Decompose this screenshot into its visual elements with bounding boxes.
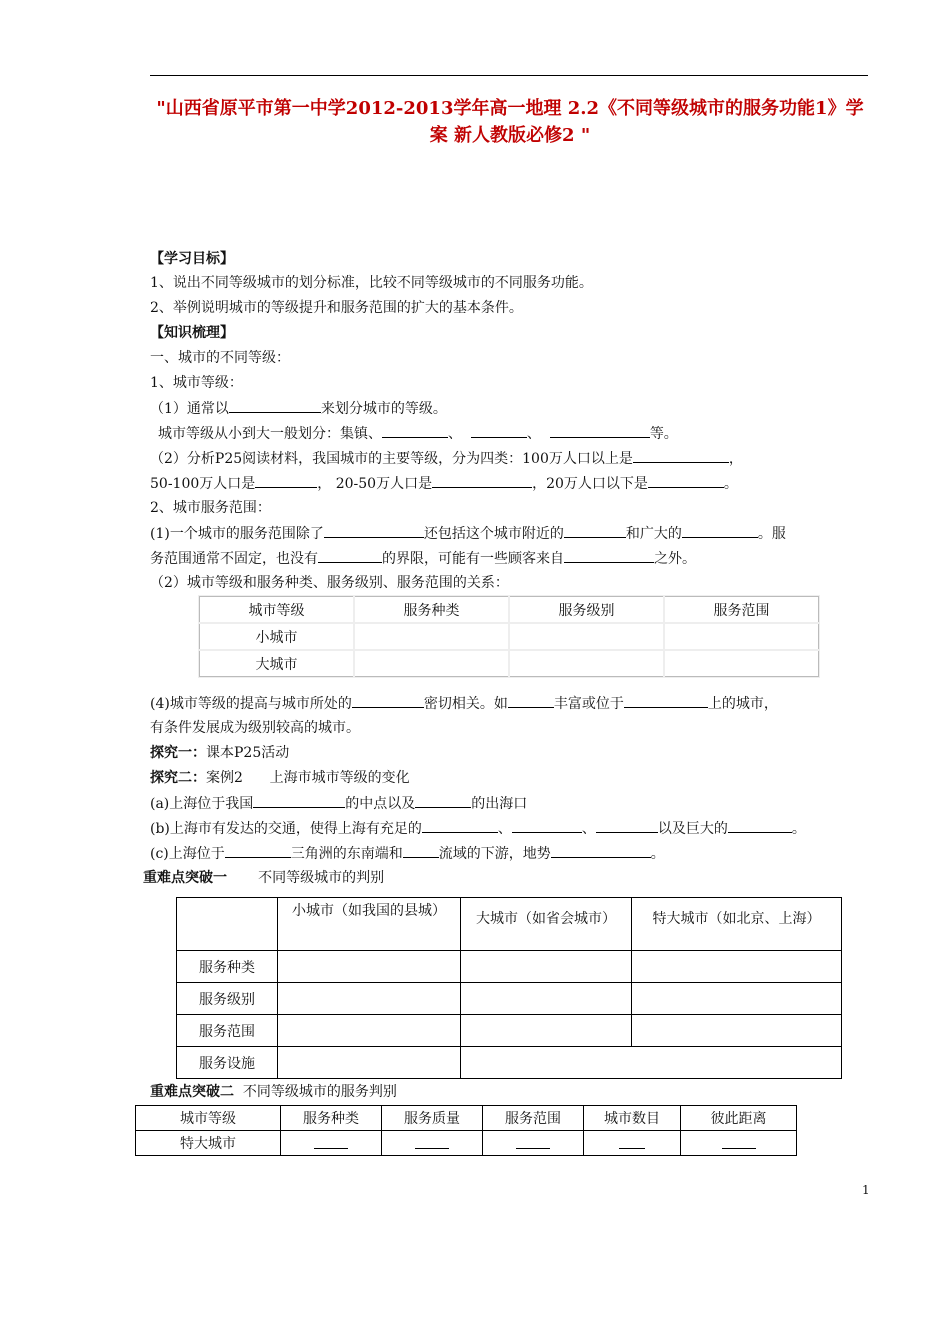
table-header: 小城市（如我国的县城） [278, 898, 461, 951]
table-header: 特大城市（如北京、上海） [632, 898, 842, 951]
fill-line: 城市等级从小到大一般划分：集镇、 、 、 等。 [158, 423, 678, 444]
blank-field[interactable] [648, 473, 724, 488]
table-cell[interactable] [461, 951, 632, 983]
table-cell[interactable] [354, 650, 509, 677]
table-header: 城市等级 [199, 596, 354, 623]
table-header: 服务质量 [382, 1106, 483, 1131]
table-cell[interactable] [632, 1015, 842, 1047]
row-label: 小城市 [199, 623, 354, 650]
table-header: 服务级别 [509, 596, 664, 623]
section-2: 2、城市服务范围： [150, 500, 271, 516]
row-label: 大城市 [199, 650, 354, 677]
table-cell[interactable] [382, 1131, 483, 1156]
table-cell[interactable] [584, 1131, 681, 1156]
blank-field[interactable] [229, 398, 321, 413]
fill-line: (a)上海位于我国 的中点以及 的出海口 [150, 793, 527, 814]
document-title: "山西省原平市第一中学2012-2013学年高一地理 2.2《不同等级城市的服务功能1》学案 新人教版必修2 " [156, 98, 864, 146]
blank-field[interactable] [255, 473, 317, 488]
blank-field[interactable] [318, 548, 382, 563]
table-header: 大城市（如省会城市） [461, 898, 632, 951]
table-header: 彼此距离 [681, 1106, 797, 1131]
blank-field[interactable] [564, 548, 654, 563]
fill-line: (1)一个城市的服务范围除了 还包括这个城市附近的 和广大的 。服 [150, 523, 786, 544]
explore-2: 探究二：案例2 上海市城市等级的变化 [150, 770, 410, 786]
blank-field[interactable] [432, 473, 532, 488]
table-header: 服务种类 [354, 596, 509, 623]
blank-field[interactable] [624, 693, 708, 708]
table-cell[interactable] [278, 983, 461, 1015]
blank-field[interactable] [225, 843, 291, 858]
relation-table [198, 595, 820, 678]
table-row [177, 1047, 842, 1079]
table-row [177, 951, 842, 983]
table-row [199, 623, 819, 650]
row-label: 服务级别 [177, 983, 278, 1015]
table-cell[interactable] [664, 623, 819, 650]
text-line: 有条件发展成为级别较高的城市。 [150, 720, 360, 736]
fill-line: (4)城市等级的提高与城市所处的 密切相关。如 丰富或位于 上的城市， [150, 693, 778, 714]
relation-intro: （2）城市等级和服务种类、服务级别、服务范围的关系： [150, 575, 509, 591]
page-number: 1 [862, 1183, 870, 1197]
fill-line: （1）通常以 来划分城市的等级。 [150, 398, 447, 419]
section-1: 一、城市的不同等级： [150, 350, 290, 366]
blank-field[interactable] [471, 423, 527, 438]
table-cell[interactable] [509, 623, 664, 650]
city-level-table [176, 897, 842, 1079]
table-cell[interactable] [354, 623, 509, 650]
table-header: 服务种类 [281, 1106, 382, 1131]
table-row [177, 1015, 842, 1047]
table-cell[interactable] [461, 1047, 842, 1079]
blank-field[interactable] [382, 423, 448, 438]
table-header: 城市数目 [584, 1106, 681, 1131]
breakthrough-2-heading: 重难点突破二 不同等级城市的服务判别 [150, 1084, 397, 1100]
table-row [177, 898, 842, 951]
top-rule [150, 75, 868, 76]
blank-field[interactable] [253, 793, 345, 808]
blank-field[interactable] [728, 818, 792, 833]
blank-field[interactable] [422, 818, 498, 833]
blank-field[interactable] [564, 523, 626, 538]
blank-field[interactable] [596, 818, 658, 833]
row-label: 特大城市 [136, 1131, 281, 1156]
fill-line: 50-100万人口是 ， 20-50万人口是 ，20万人口以下是 。 [150, 473, 738, 494]
fill-line: (c)上海位于 三角洲的东南端和 流域的下游，地势 。 [150, 843, 665, 864]
table-cell[interactable] [278, 1047, 461, 1079]
table-cell[interactable] [278, 1015, 461, 1047]
blank-field[interactable] [682, 523, 758, 538]
table-row [136, 1131, 797, 1156]
table-row [199, 650, 819, 677]
table-row [177, 983, 842, 1015]
service-table [135, 1105, 797, 1156]
fill-line: (b)上海市有发达的交通，使得上海有充足的 、 、 以及巨大的 。 [150, 818, 806, 839]
table-cell[interactable] [509, 650, 664, 677]
blank-field[interactable] [508, 693, 554, 708]
fill-line: （2）分析P25阅读材料，我国城市的主要等级，分为四类：100万人口以上是 ， [150, 448, 743, 469]
fill-line: 务范围通常不固定，也没有 的界限，可能有一些顾客来自 之外。 [150, 548, 696, 569]
table-cell[interactable] [681, 1131, 797, 1156]
goals-heading: 【学习目标】 [150, 251, 234, 267]
row-label: 服务种类 [177, 951, 278, 983]
blank-field[interactable] [352, 693, 424, 708]
goal-item: 1、说出不同等级城市的划分标准，比较不同等级城市的不同服务功能。 [150, 275, 593, 291]
knowledge-heading: 【知识梳理】 [150, 325, 234, 341]
blank-field[interactable] [550, 423, 650, 438]
blank-field[interactable] [324, 523, 424, 538]
table-cell[interactable] [461, 983, 632, 1015]
blank-field[interactable] [403, 843, 439, 858]
blank-field[interactable] [551, 843, 651, 858]
table-row [136, 1106, 797, 1131]
table-header: 服务范围 [483, 1106, 584, 1131]
table-cell[interactable] [664, 650, 819, 677]
table-cell[interactable] [281, 1131, 382, 1156]
table-row [199, 596, 819, 623]
table-header: 服务范围 [664, 596, 819, 623]
blank-field[interactable] [415, 793, 471, 808]
table-cell[interactable] [632, 951, 842, 983]
blank-field[interactable] [512, 818, 582, 833]
breakthrough-1-heading: 重难点突破一 不同等级城市的判别 [143, 870, 385, 886]
explore-1: 探究一：课本P25活动 [150, 745, 290, 761]
table-cell[interactable] [483, 1131, 584, 1156]
section-1-1: 1、城市等级： [150, 375, 243, 391]
table-cell[interactable] [632, 983, 842, 1015]
blank-field[interactable] [633, 448, 729, 463]
table-cell[interactable] [461, 1015, 632, 1047]
table-header [177, 898, 278, 951]
row-label: 服务设施 [177, 1047, 278, 1079]
goal-item: 2、举例说明城市的等级提升和服务范围的扩大的基本条件。 [150, 300, 523, 316]
table-header: 城市等级 [136, 1106, 281, 1131]
table-cell[interactable] [278, 951, 461, 983]
row-label: 服务范围 [177, 1015, 278, 1047]
